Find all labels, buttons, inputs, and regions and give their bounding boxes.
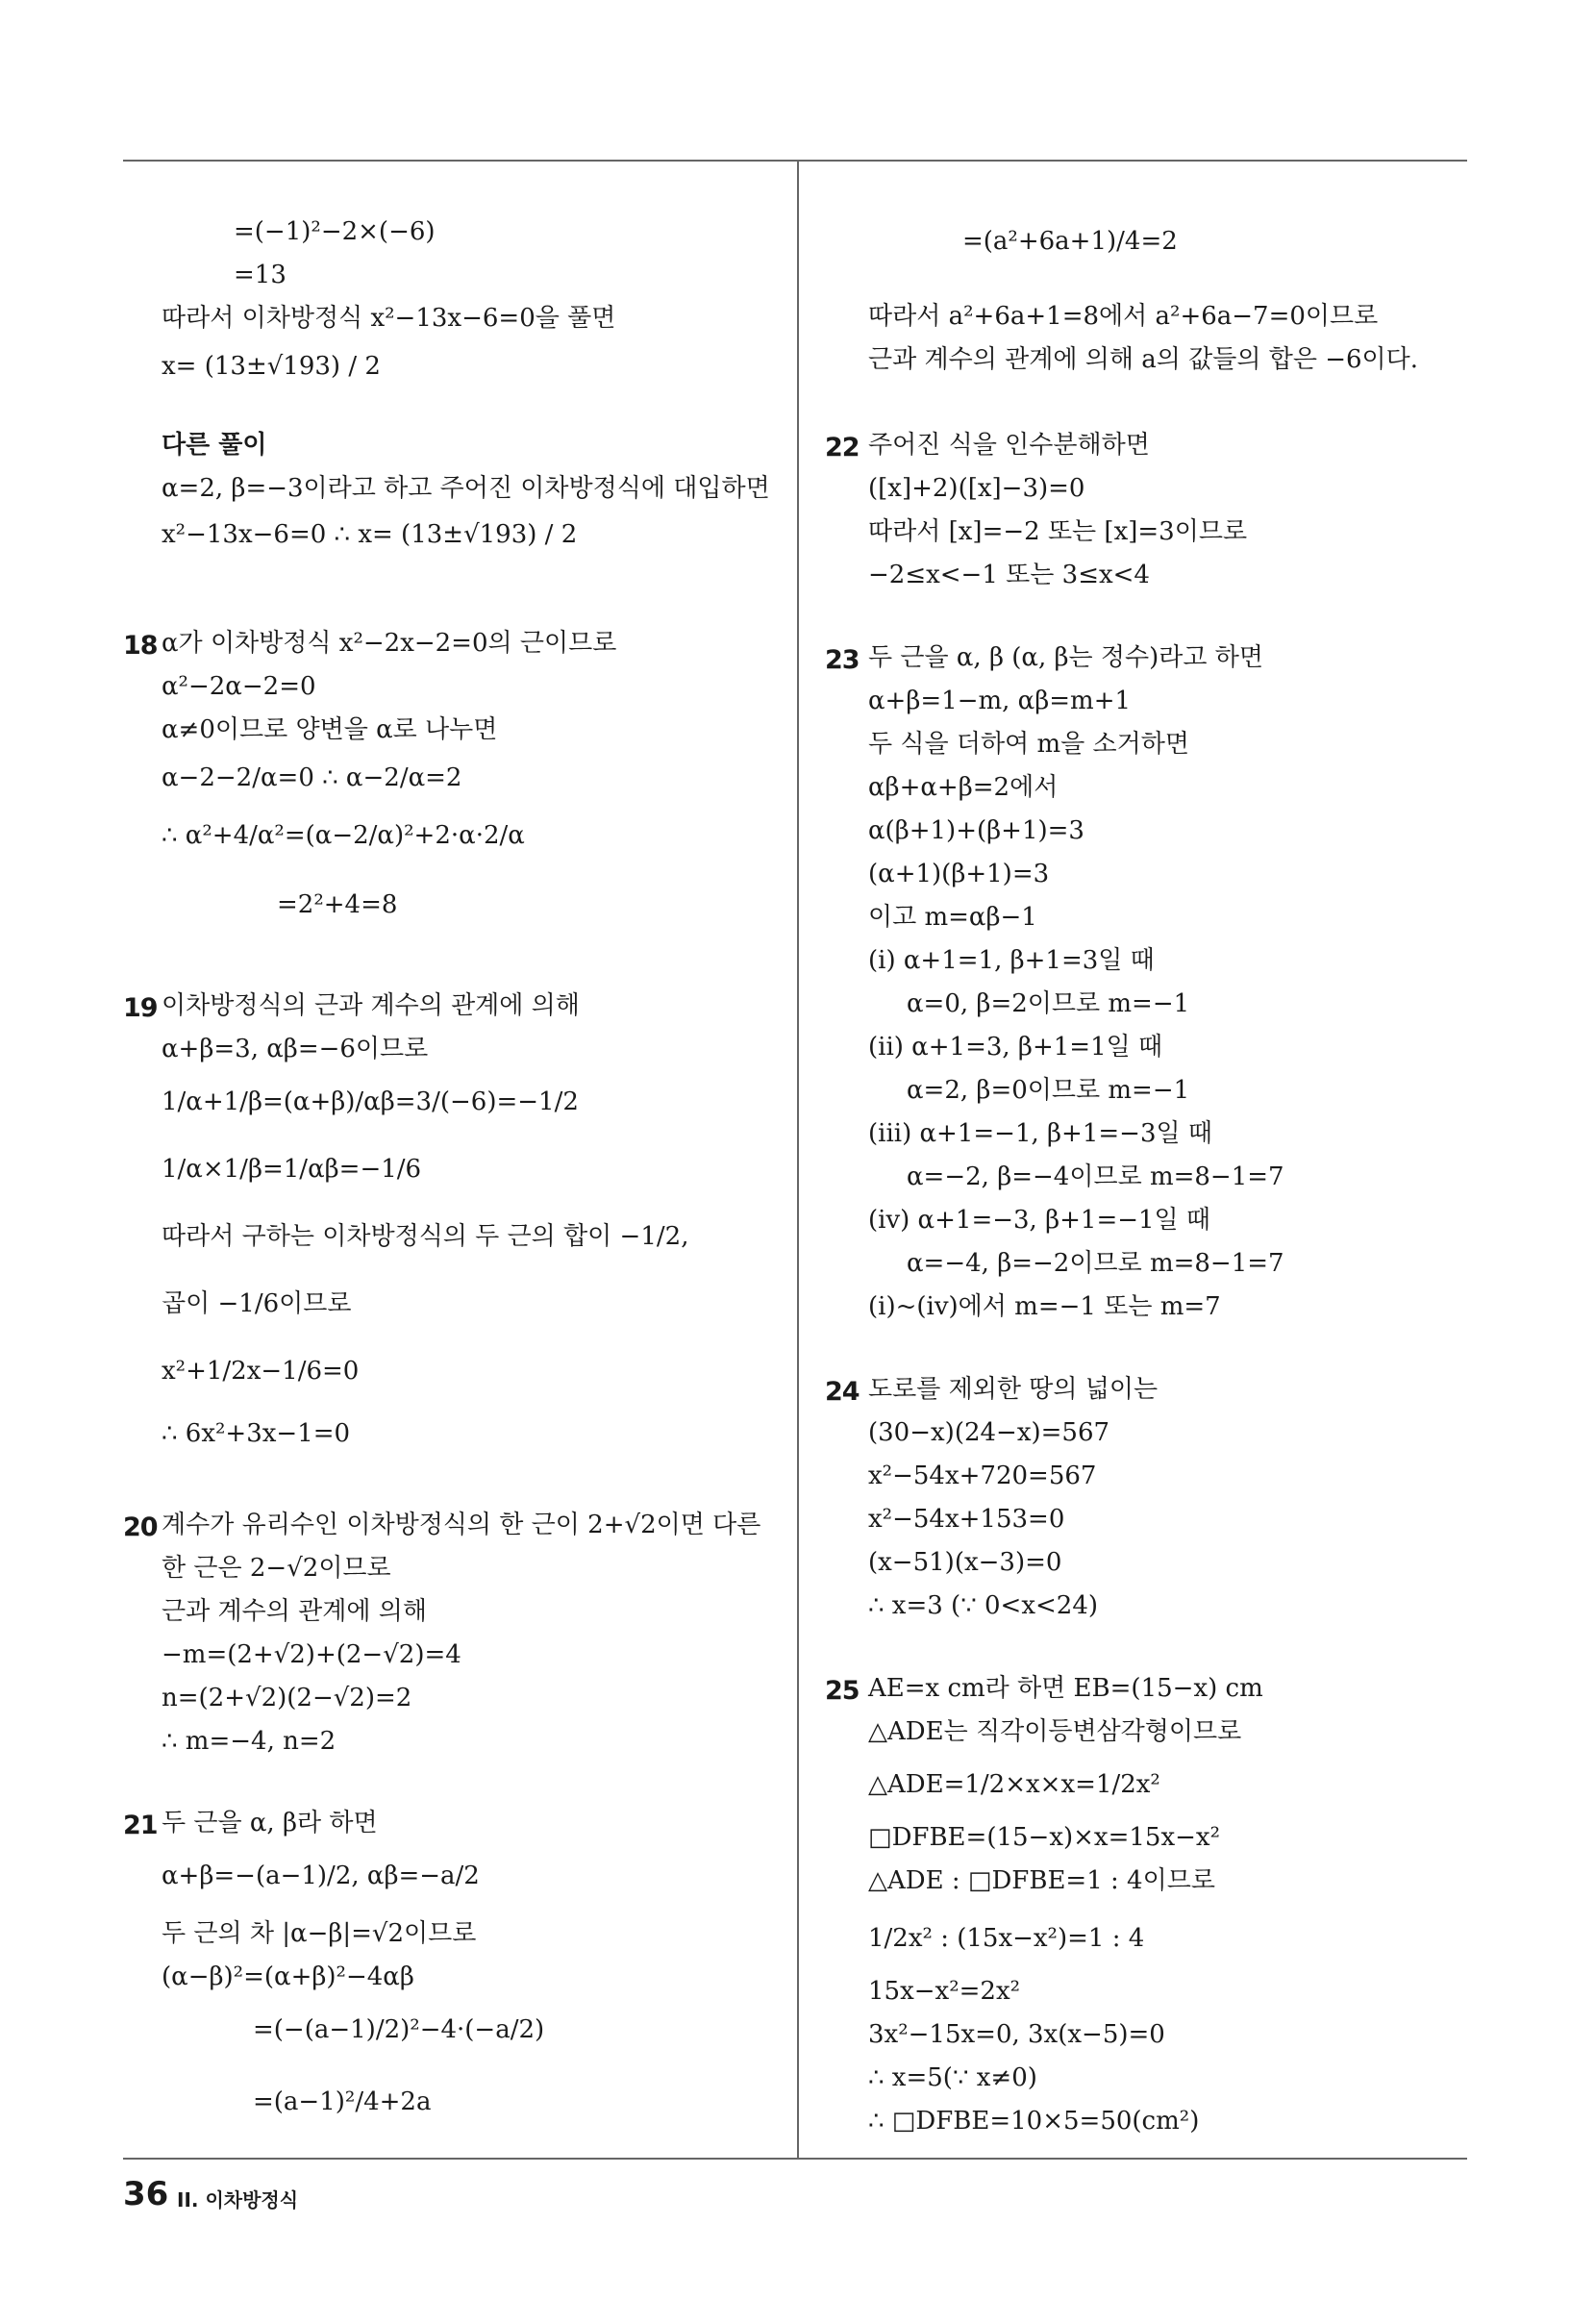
solution-line: (i) α+1=1, β+1=3일 때 [868,946,1155,975]
solution-line: α=−2, β=−4이므로 m=8−1=7 [907,1162,1284,1191]
solution-line: =(a²+6a+1)/4=2 [962,227,1178,256]
solution-line: (i)~(iv)에서 m=−1 또는 m=7 [868,1292,1221,1321]
page-number: 36 [123,2175,169,2213]
solution-line: ([x]+2)([x]−3)=0 [868,474,1085,503]
solution-line: x²+1/2x−1/6=0 [162,1357,360,1386]
solution-line: α+β=3, αβ=−6이므로 [162,1035,429,1063]
solution-line: (x−51)(x−3)=0 [868,1548,1062,1577]
solution-line: α=0, β=2이므로 m=−1 [907,989,1190,1018]
solution-line: n=(2+√2)(2−√2)=2 [162,1684,412,1712]
solution-line: α²−2α−2=0 [162,672,316,701]
solution-line: 계수가 유리수인 이차방정식의 한 근이 2+√2이면 다른 [162,1511,761,1539]
solution-line: 근과 계수의 관계에 의해 [162,1597,427,1626]
solution-line: ∴ □DFBE=10×5=50(cm²) [868,2107,1200,2136]
problem-number: 23 [825,645,860,675]
solution-line: 두 근의 차 |α−β|=√2이므로 [162,1919,477,1948]
solution-line: 두 근을 α, β라 하면 [162,1809,378,1837]
solution-line: 근과 계수의 관계에 의해 a의 값들의 합은 −6이다. [868,345,1419,374]
column-divider [797,160,799,2158]
solution-line: α가 이차방정식 x²−2x−2=0의 근이므로 [162,629,617,658]
solution-line: 따라서 구하는 이차방정식의 두 근의 합이 −1/2, [162,1222,689,1251]
problem-number: 20 [123,1512,158,1542]
solution-line: =(−1)²−2×(−6) [234,217,436,246]
problem-number: 22 [825,433,860,462]
solution-line: α=2, β=0이므로 m=−1 [907,1076,1190,1105]
solution-line: △ADE : □DFBE=1 : 4이므로 [868,1866,1215,1895]
solution-line: −2≤x<−1 또는 3≤x<4 [868,561,1150,589]
solution-line: 이고 m=αβ−1 [868,903,1037,932]
problem-number: 24 [825,1377,860,1407]
solution-line: ∴ x=5(∵ x≠0) [868,2063,1037,2092]
solution-line: 따라서 이차방정식 x²−13x−6=0을 풀면 [162,304,616,333]
solution-line: AE=x cm라 하면 EB=(15−x) cm [868,1674,1263,1703]
solution-line: 따라서 [x]=−2 또는 [x]=3이므로 [868,517,1248,546]
solution-line: □DFBE=(15−x)×x=15x−x² [868,1823,1220,1852]
solution-line: =2²+4=8 [277,890,398,919]
solution-line: 한 근은 2−√2이므로 [162,1554,391,1583]
solution-line: αβ+α+β=2에서 [868,773,1059,802]
solution-line: (α−β)²=(α+β)²−4αβ [162,1962,414,1991]
problem-number: 21 [123,1811,158,1840]
solution-line: α+β=1−m, αβ=m+1 [868,687,1132,715]
top-rule [123,160,1467,162]
solution-line: α=−4, β=−2이므로 m=8−1=7 [907,1249,1284,1278]
solution-line: x²−13x−6=0 ∴ x= (13±√193) / 2 [162,520,578,549]
problem-number: 25 [825,1676,860,1706]
solution-line: 따라서 a²+6a+1=8에서 a²+6a−7=0이므로 [868,302,1379,331]
bottom-rule [123,2158,1467,2160]
solution-line: α−2−2/α=0 ∴ α−2/α=2 [162,763,462,792]
solution-line: 두 식을 더하여 m을 소거하면 [868,730,1189,759]
solution-line: (iv) α+1=−3, β+1=−1일 때 [868,1206,1211,1235]
solution-line: α(β+1)+(β+1)=3 [868,816,1084,845]
solution-line: 도로를 제외한 땅의 넓이는 [868,1375,1159,1404]
solution-line: ∴ α²+4/α²=(α−2/α)²+2·α·2/α [162,821,525,850]
solution-line: x= (13±√193) / 2 [162,352,381,381]
solution-line: (α+1)(β+1)=3 [868,860,1050,888]
solution-line: α+β=−(a−1)/2, αβ=−a/2 [162,1862,480,1890]
solution-line: =(a−1)²/4+2a [253,2087,432,2116]
solution-line: (iii) α+1=−1, β+1=−3일 때 [868,1119,1212,1148]
solution-line: =(−(a−1)/2)²−4·(−a/2) [253,2015,545,2044]
solution-line: α=2, β=−3이라고 하고 주어진 이차방정식에 대입하면 [162,474,770,503]
solution-line: x²−54x+720=567 [868,1462,1097,1490]
chapter-title: II. 이차방정식 [177,2188,299,2212]
solution-line: ∴ m=−4, n=2 [162,1727,336,1756]
solution-line: △ADE는 직각이등변삼각형이므로 [868,1717,1242,1746]
solution-line: x²−54x+153=0 [868,1505,1065,1534]
problem-number: 18 [123,631,158,661]
solution-line: ∴ 6x²+3x−1=0 [162,1419,351,1448]
solution-line: 곱이 −1/6이므로 [162,1289,352,1318]
solution-line: 1/α×1/β=1/αβ=−1/6 [162,1155,422,1184]
solution-line: 3x²−15x=0, 3x(x−5)=0 [868,2020,1165,2049]
solution-line: α≠0이므로 양변을 α로 나누면 [162,715,498,744]
solution-line: 1/2x² : (15x−x²)=1 : 4 [868,1924,1145,1953]
solution-line: 15x−x²=2x² [868,1977,1021,2006]
solution-line: 주어진 식을 인수분해하면 [868,431,1150,460]
solution-line: ∴ x=3 (∵ 0<x<24) [868,1591,1099,1620]
solution-line: −m=(2+√2)+(2−√2)=4 [162,1640,461,1669]
solution-line: =13 [234,261,287,289]
solution-line: (ii) α+1=3, β+1=1일 때 [868,1033,1163,1062]
solution-line: 이차방정식의 근과 계수의 관계에 의해 [162,991,580,1020]
problem-number: 19 [123,993,158,1023]
solution-line: (30−x)(24−x)=567 [868,1418,1110,1447]
solution-line: △ADE=1/2×x×x=1/2x² [868,1770,1160,1799]
solution-line: 두 근을 α, β (α, β는 정수)라고 하면 [868,643,1264,672]
solution-line: 1/α+1/β=(α+β)/αβ=3/(−6)=−1/2 [162,1087,579,1116]
alt-solution-heading: 다른 풀이 [162,431,267,460]
